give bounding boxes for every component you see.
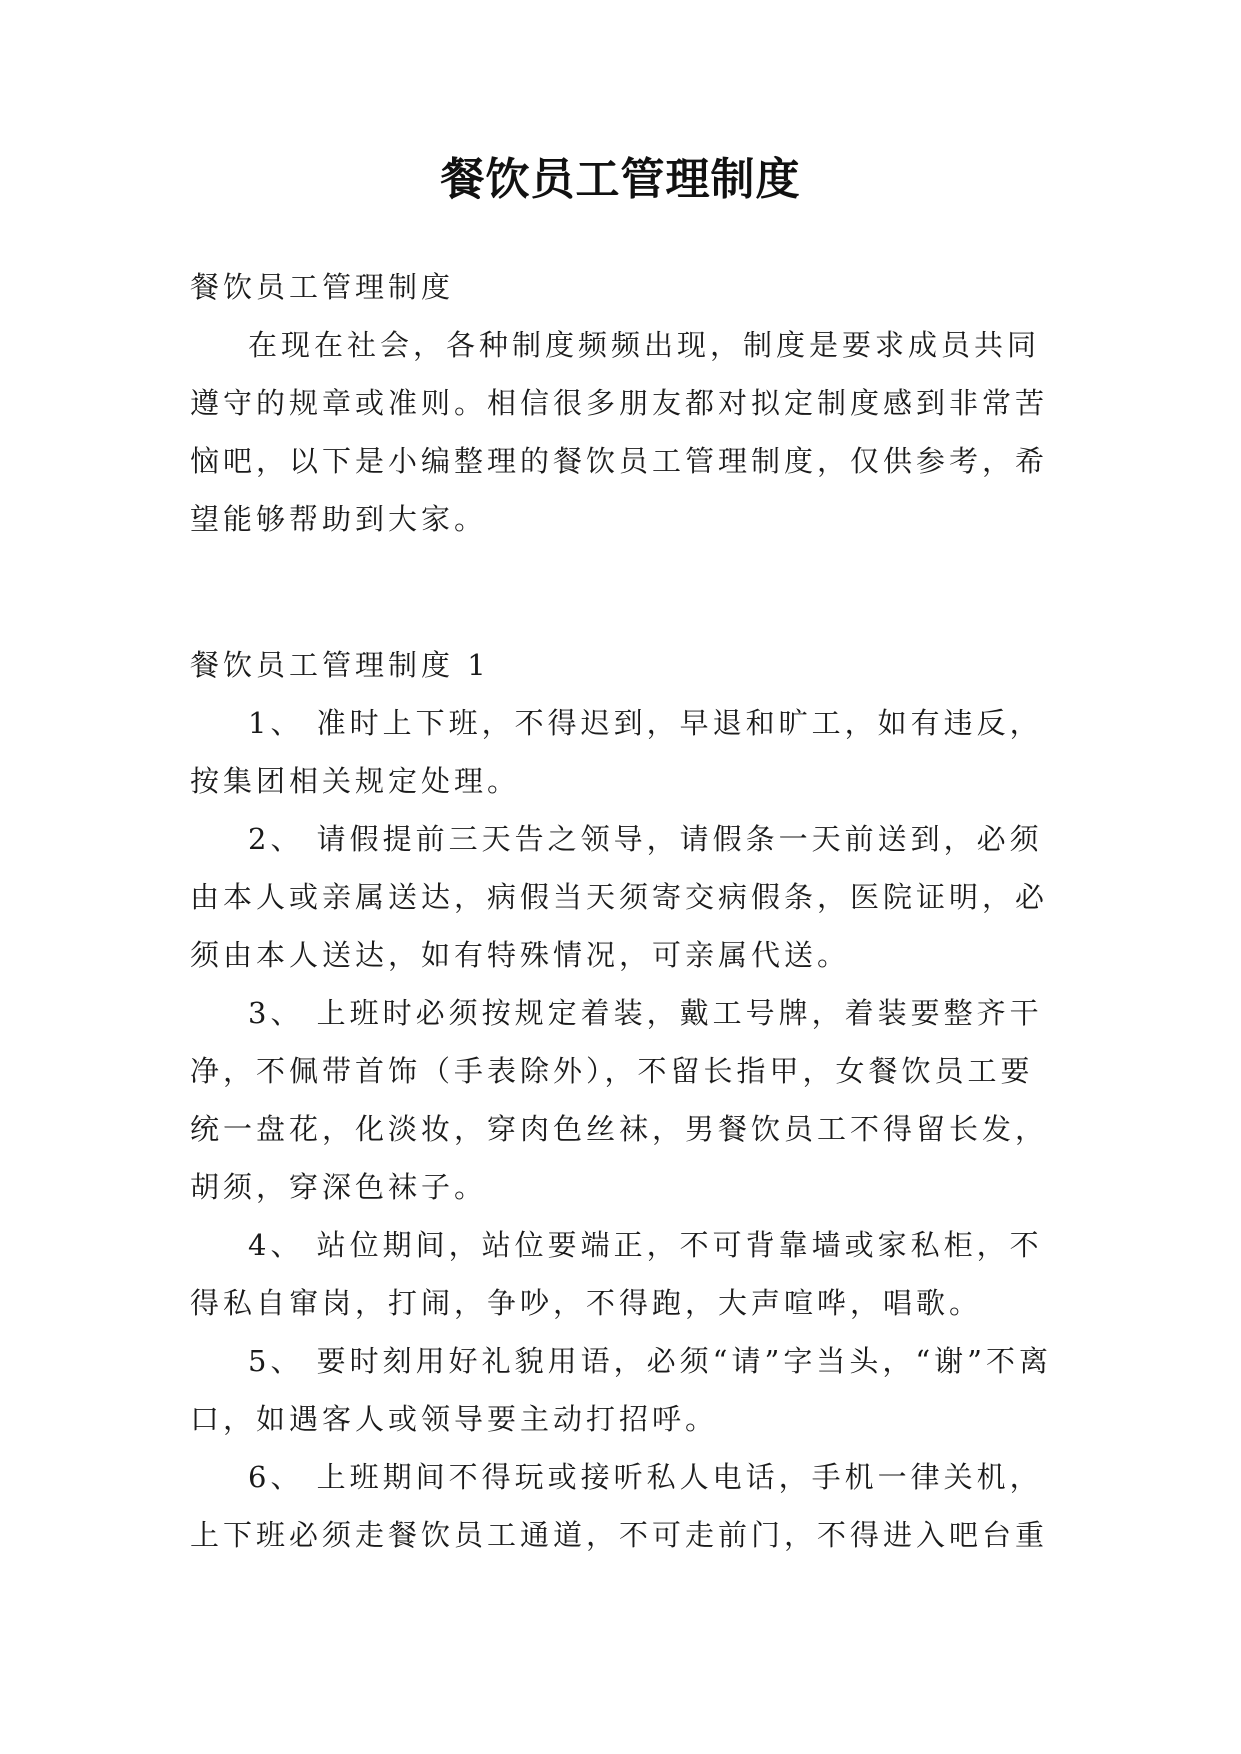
rule-item-6: 6、 上班期间不得玩或接听私人电话，手机一律关机，上下班必须走餐饮员工通道，不可走前门，不得进入吧台重 bbox=[190, 1460, 1049, 1552]
rule-item-4: 4、 站位期间，站位要端正，不可背靠墙或家私柜，不得私自窜岗，打闹，争吵，不得跑，大声喧哗，唱歌。 bbox=[190, 1228, 1043, 1320]
rule-item-5: 5、 要时刻用好礼貌用语，必须“请”字当头，“谢”不离口，如遇客人或领导要主动打招呼。 bbox=[190, 1344, 1052, 1436]
rule-item-1: 1、 准时上下班，不得迟到，早退和旷工，如有违反，按集团相关规定处理。 bbox=[190, 706, 1043, 798]
document-subtitle: 餐饮员工管理制度 bbox=[190, 270, 455, 304]
rule-item-3: 3、 上班时必须按规定着装，戴工号牌，着装要整齐干净，不佩带首饰（手表除外），不留长指甲，女餐饮员工要统一盘花，化淡妆，穿肉色丝袜，男餐饮员工不得留长发，胡须，穿深色袜子。 bbox=[190, 996, 1049, 1204]
intro-paragraph: 在现在社会，各种制度频频出现，制度是要求成员共同遵守的规章或准则。相信很多朋友都对拟定制度感到非常苦恼吧，以下是小编整理的餐饮员工管理制度，仅供参考，希望能够帮助到大家。 bbox=[190, 328, 1049, 536]
rules-list bbox=[190, 694, 1065, 1564]
document-title: 餐饮员工管理制度 bbox=[440, 154, 801, 205]
section-heading: 餐饮员工管理制度 1 bbox=[190, 648, 490, 682]
rule-item-2: 2、 请假提前三天告之领导，请假条一天前送到，必须由本人或亲属送达，病假当天须寄交病假条，医院证明，必须由本人送达，如有特殊情况，可亲属代送。 bbox=[190, 822, 1049, 972]
intro-paragraph-block bbox=[190, 316, 1065, 548]
